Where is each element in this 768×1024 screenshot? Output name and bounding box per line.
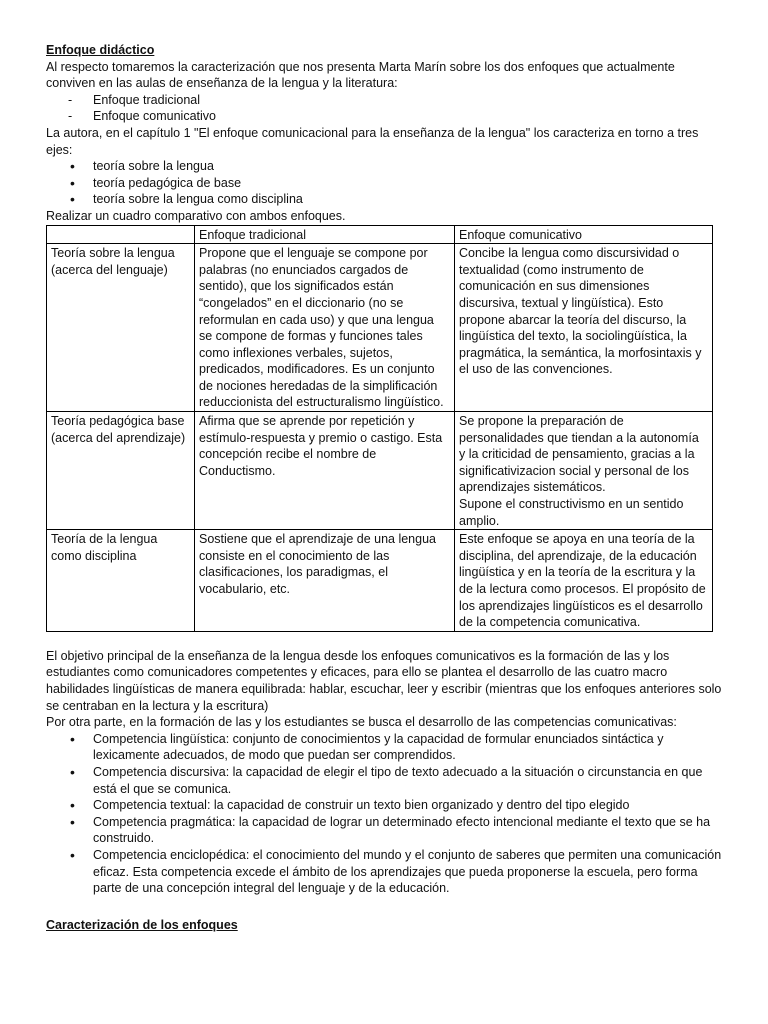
list-item: - Enfoque tradicional [46,92,724,109]
table-row [47,412,713,530]
comunicativo-cell: Concibe la lengua como discursividad o textualidad (como instrumento de comunicación en sus dimensiones discursiva, textual y lingüística). Esto propone abarcar la teoría del discurso, la lingüística del texto, la sociolingüística, la pragmática, la semántica, la morfosintaxis y el uso de las convenciones. [455,244,713,412]
list-item: • Competencia textual: la capacidad de construir un texto bien organizado y dentro del tipo elegido [46,797,724,814]
list-item: • teoría sobre la lengua como disciplina [46,191,724,208]
cell-text: Se propone la preparación de personalidades que tiendan a la autonomía y la criticidad de pensamiento, gracias a la significativizacion social y personal de los aprendizajes sistemáticos. [459,414,699,495]
table-row [47,530,713,632]
list-item: • Competencia discursiva: la capacidad de elegir el tipo de texto adecuado a la situación o circunstancia en que está el que se comunica. [46,764,724,797]
tradicional-cell: Afirma que se aprende por repetición y estímulo-respuesta y premio o castigo. Esta concepción recibe el nombre de Conductismo. [195,412,455,530]
table-row [47,244,713,412]
cell-text: Supone el constructivismo en un sentido amplio. [459,497,684,528]
enfoques-list [46,92,724,125]
objetivo-paragraph: El objetivo principal de la enseñanza de la lengua desde los enfoques comunicativos es la formación de las y los estudiantes como comunicadores competentes y eficaces, para ello se plantea el desarrollo de las cuatro macro habilidades lingüísticas de manera equilibrada: hablar, escuchar, leer y escribir (mientras que los enfoques anteriores solo se centraban en la lectura y la escritura) [46,648,722,713]
table-header-cell: Enfoque tradicional [195,225,455,244]
row-label-cell: Teoría de la lengua como disciplina [47,530,195,632]
section-heading-enfoque-didactico: Enfoque didáctico [46,43,155,57]
ejes-list [46,158,724,208]
por-otra-parte-paragraph: Por otra parte, en la formación de las y los estudiantes se busca el desarrollo de las competencias comunicativas: [46,715,677,730]
spacer [46,632,724,648]
table-header-cell [47,225,195,244]
comunicativo-cell [455,412,713,530]
spacer [46,897,724,917]
list-item: • Competencia lingüística: conjunto de conocimientos y la capacidad de formular enunciados sintáctica y lexicamente adecuados, de modo que puedan ser comprendidos. [46,731,724,764]
competencias-list [46,731,724,897]
comunicativo-cell: Este enfoque se apoya en una teoría de la disciplina, del aprendizaje, de la educación lingüística y en la teoría de la escritura y la de la lectura como procesos. El propósito de los aprendizajes lingüísticos es el desarrollo de la competencia comunicativa. [455,530,713,632]
intro-paragraph: Al respecto tomaremos la caracterización que nos presenta Marta Marín sobre los dos enfoques que actualmente conviven en las aulas de enseñanza de la lengua y la literatura: [46,59,675,91]
list-item: • Competencia enciclopédica: el conocimiento del mundo y el conjunto de saberes que permiten una comunicación eficaz. Esta competencia excede el ámbito de los aprendizajes que pueda proponerse la escuela, pero forma parte de una concepción integral del lenguaje y de la educación. [46,847,724,897]
row-label-cell: Teoría pedagógica base (acerca del aprendizaje) [47,412,195,530]
list-item: • teoría pedagógica de base [46,175,724,192]
row-label-cell: Teoría sobre la lengua (acerca del lenguaje) [47,244,195,412]
list-item: • teoría sobre la lengua [46,158,724,175]
list-item: - Enfoque comunicativo [46,108,724,125]
instruction-line: Realizar un cuadro comparativo con ambos enfoques. [46,208,346,223]
autora-paragraph: La autora, en el capítulo 1 "El enfoque comunicacional para la enseñanza de la lengua" los caracteriza en torno a tres ejes: [46,125,699,157]
table-header-cell: Enfoque comunicativo [455,225,713,244]
comparison-table [46,225,713,632]
section-heading-caracterizacion: Caracterización de los enfoques [46,917,238,932]
tradicional-cell: Sostiene que el aprendizaje de una lengua consiste en el conocimiento de las clasificaciones, los paradigmas, el vocabulario, etc. [195,530,455,632]
table-header-row [47,225,713,244]
tradicional-cell: Propone que el lenguaje se compone por palabras (no enunciados cargados de sentido), que los significados están “congelados” en el diccionario (no se reformulan en cada uso) y que una lengua se compone de formas y funciones tales como inflexiones verbales, sujetos, predicados, modificadores. Es un conjunto de nociones heredadas de la simplificación reduccionista del estructuralismo lingüístico. [195,244,455,412]
list-item: • Competencia pragmática: la capacidad de lograr un determinado efecto intencional mediante el texto que se ha construido. [46,814,724,847]
